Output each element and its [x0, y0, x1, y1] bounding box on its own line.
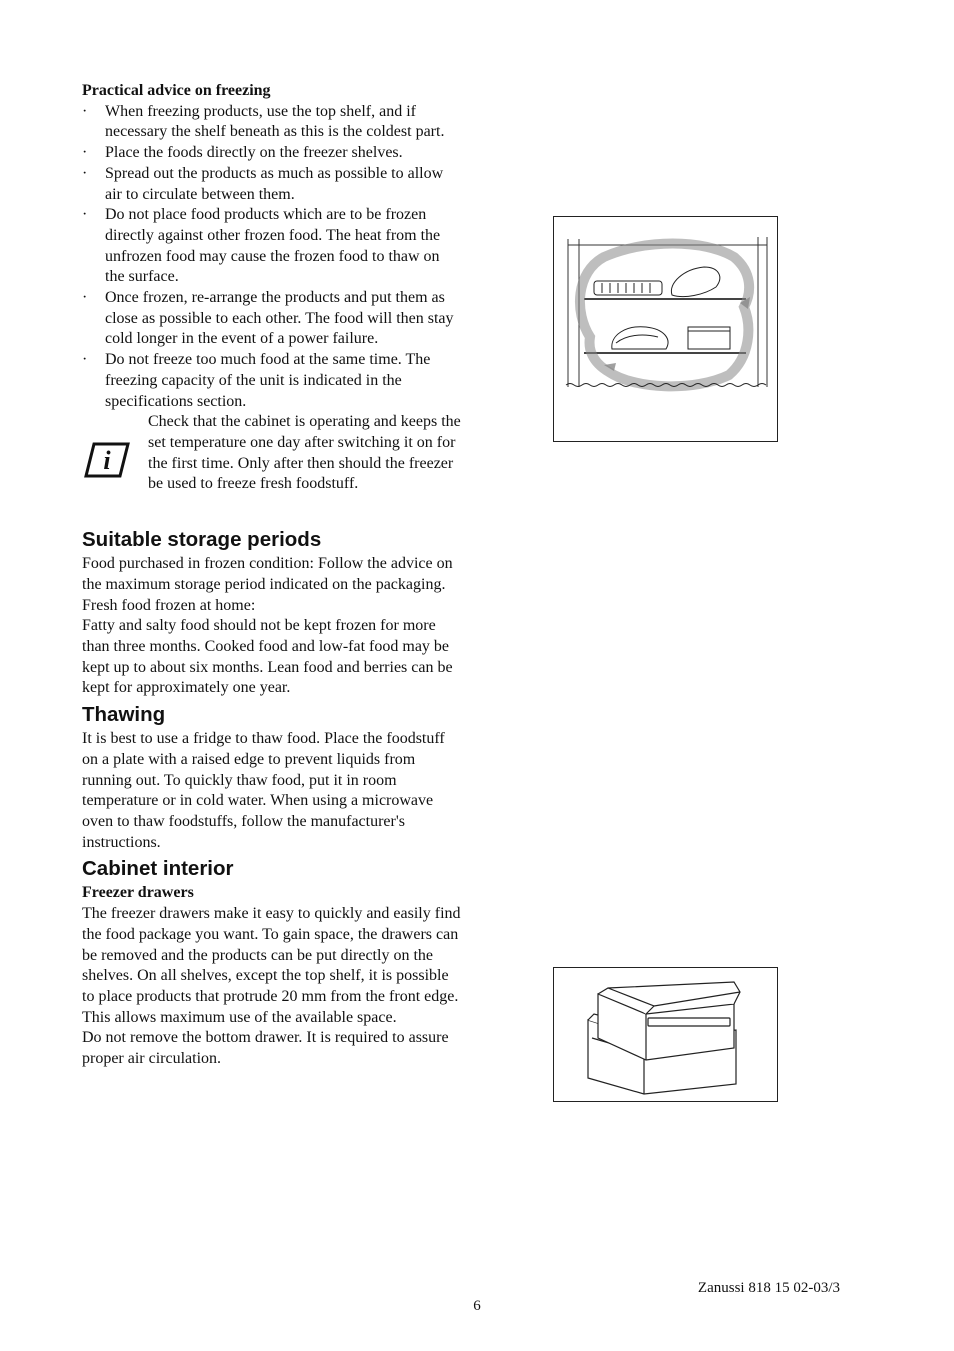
info-note: [82, 412, 462, 510]
info-note-text: Check that the cabinet is operating and keeps the set temperature one day after switching it on for the first time. Only after then should the freezer be used to freeze fresh foodstuff.: [148, 413, 461, 493]
freezer-shelves-figure: [553, 216, 778, 442]
text-column: [82, 81, 462, 1070]
drawers-paragraph: The freezer drawers make it easy to quickly and easily find the food package you want. To gain space, the drawers can be removed and the products can be put directly on the shelves. On all shelves, except the top shelf, it is possible to place products that protrude 20 mm from the front edge. This allows maximum use of the available space.: [82, 905, 461, 1026]
bullet-marker: ·: [82, 144, 88, 162]
practical-advice-heading: Practical advice on freezing: [82, 82, 271, 99]
bullet-marker: ·: [82, 351, 88, 369]
storage-periods-heading: Suitable storage periods: [82, 528, 322, 552]
list-item-text: Spread out the products as much as possible to allow air to circulate between them.: [105, 164, 444, 203]
freezer-shelves-illustration: [554, 217, 777, 441]
freezer-drawers-subheading: Freezer drawers: [82, 884, 194, 902]
page-number: 6: [473, 1298, 481, 1314]
list-item: [82, 164, 462, 205]
list-item: [82, 350, 462, 412]
list-item-text: When freezing products, use the top shelf, and if necessary the shelf beneath as this is the coldest part.: [105, 102, 445, 141]
storage-paragraph: Food purchased in frozen condition: Follow the advice on the maximum storage period indicated on the packaging.: [82, 555, 453, 593]
list-item: [82, 288, 462, 350]
storage-paragraph: Fatty and salty food should not be kept frozen for more than three months. Cooked food and low-fat food may be kept up to about six months. Lean food and berries can be kept for approximately one year.: [82, 617, 453, 697]
info-icon: [84, 442, 130, 478]
list-item: [82, 102, 462, 143]
freezer-drawers-illustration: [554, 968, 777, 1101]
list-item-text: Do not place food products which are to be frozen directly against other frozen food. The heat from the unfrozen food may cause the frozen food to thaw on the surface.: [105, 206, 441, 286]
cabinet-interior-heading: Cabinet interior: [82, 857, 234, 881]
drawers-paragraph: Do not remove the bottom drawer. It is required to assure proper air circulation.: [82, 1029, 449, 1068]
list-item: [82, 205, 462, 288]
list-item-text: Place the foods directly on the freezer shelves.: [105, 144, 403, 162]
list-item-text: Do not freeze too much food at the same time. The freezing capacity of the unit is indicated in the specifications section.: [105, 351, 431, 410]
bullet-marker: ·: [82, 206, 88, 224]
list-item: [82, 143, 462, 164]
storage-paragraph: Fresh food frozen at home:: [82, 596, 256, 614]
document-reference: Zanussi 818 15 02-03/3: [697, 1280, 840, 1296]
bullet-marker: ·: [82, 102, 88, 120]
practical-advice-list: [82, 102, 462, 413]
bullet-marker: ·: [82, 289, 88, 307]
svg-text:i: i: [103, 446, 111, 476]
thawing-heading: Thawing: [82, 703, 166, 727]
bullet-marker: ·: [82, 164, 88, 182]
thawing-paragraph: It is best to use a fridge to thaw food. Place the foodstuff on a plate with a raised edge to prevent liquids from running out. To quickly thaw food, put it in room temperature or in cold water. When using a microwave oven to thaw foodstuffs, follow the manufacturer's instructions.: [82, 730, 445, 851]
list-item-text: Once frozen, re-arrange the products and put them as close as possible to each other. The food will then stay cold longer in the event of a power failure.: [105, 289, 454, 348]
freezer-drawers-figure: [553, 967, 778, 1102]
